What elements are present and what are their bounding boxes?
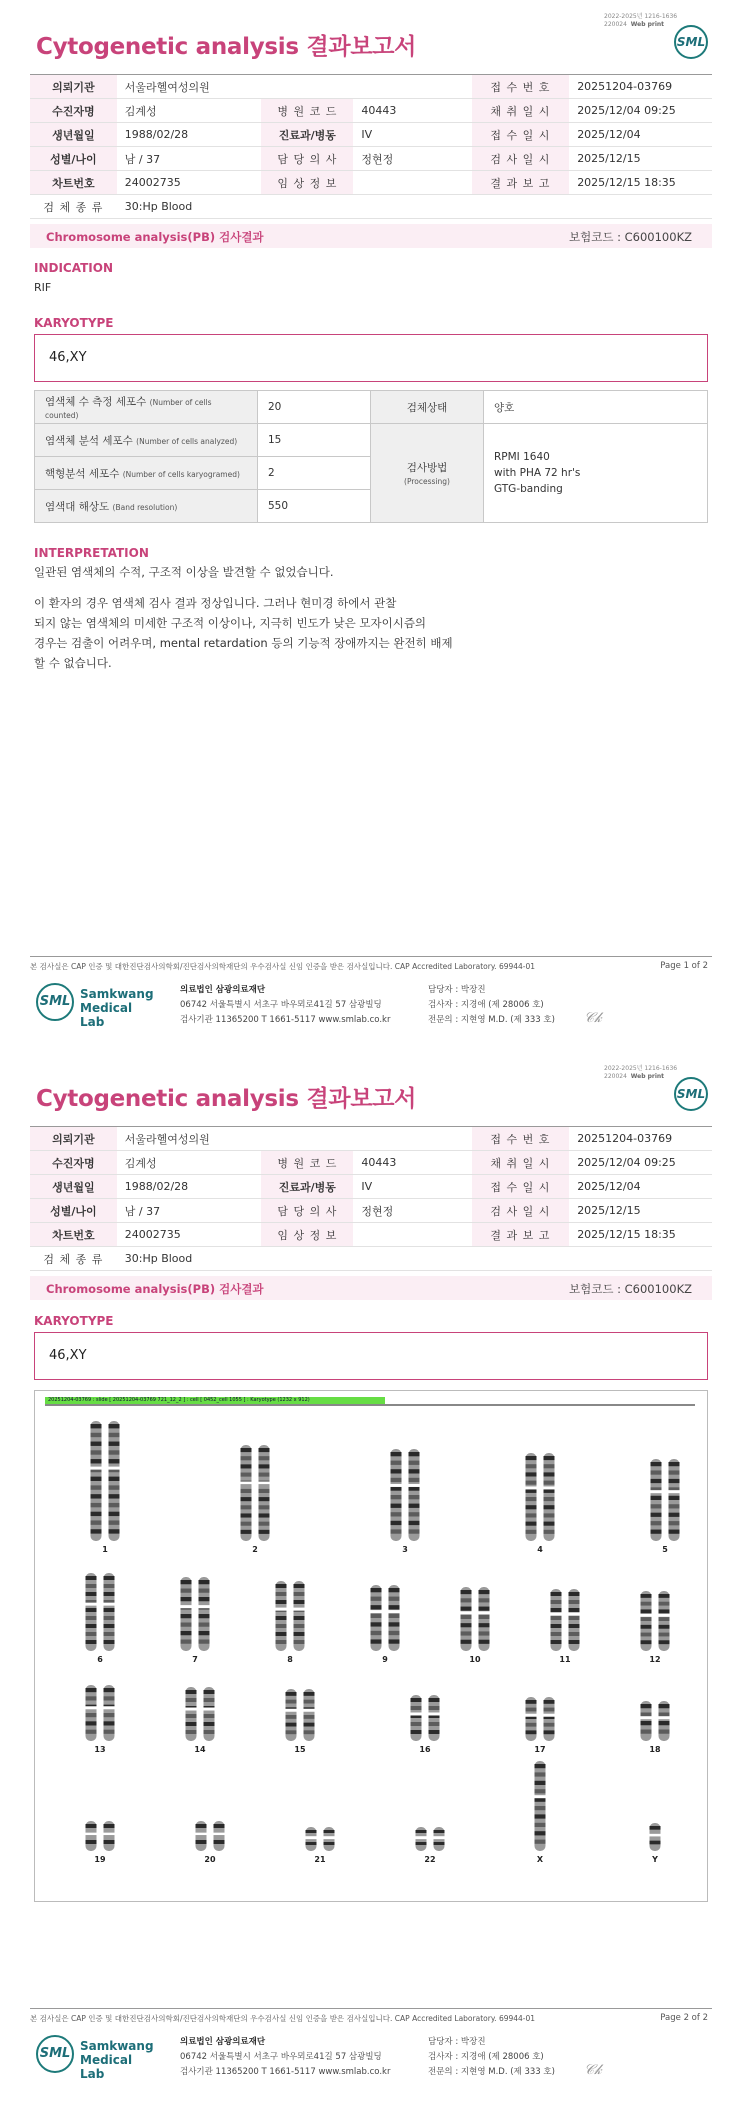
chromosome-label-14: 14 <box>194 1745 206 1754</box>
patient-info-table <box>30 74 712 219</box>
accreditation-note: 본 검사실은 CAP 인증 및 대한진단검사의학회/진단검사의학재단의 우수검사실 신임 인증을 받은 검사실입니다. CAP Accredited Laboratory. 69944-01 Page 1 of 2 <box>30 956 712 972</box>
dept-label: 진료과/병동 <box>261 1175 353 1199</box>
samkwang-logo: SML Samkwang Medical Lab <box>36 983 146 1023</box>
chromosome-13 <box>103 1685 116 1741</box>
chromosome-12 <box>640 1591 653 1651</box>
chromosome-1 <box>108 1421 121 1541</box>
result-label: 결 과 보 고 <box>472 1223 570 1247</box>
reg-no-value: 20251204-03769 <box>569 75 712 99</box>
chromosome-label-21: 21 <box>314 1855 326 1864</box>
specimen-label: 검 체 종 류 <box>30 1247 117 1271</box>
chromosome-label-Y: Y <box>652 1855 658 1864</box>
chromosome-label-4: 4 <box>537 1545 543 1554</box>
result-label: 결 과 보 고 <box>472 171 570 195</box>
client-label: 의뢰기관 <box>30 1127 117 1151</box>
collect-value: 2025/12/04 09:25 <box>569 99 712 123</box>
chromosome-19 <box>103 1821 116 1851</box>
chart-value: 24002735 <box>117 1223 262 1247</box>
section-title: Chromosome analysis(PB) 검사결과 <box>46 1282 264 1296</box>
page-number: Page 1 of 2 <box>660 961 708 971</box>
indication-value: RIF <box>34 281 52 294</box>
section-title: Chromosome analysis(PB) 검사결과 <box>46 230 264 244</box>
chromosome-label-15: 15 <box>294 1745 306 1754</box>
method-label: 검사방법 (Processing) <box>371 424 484 523</box>
dept-label: 진료과/병동 <box>261 123 353 147</box>
counted-label: 염색체 수 측정 세포수 (Number of cells counted) <box>35 391 258 424</box>
karyogram-chromosomes <box>35 1401 707 1901</box>
band-value: 550 <box>258 490 371 523</box>
chromosome-11 <box>568 1589 581 1651</box>
chromosome-label-X: X <box>536 1855 544 1864</box>
chart-label: 차트번호 <box>30 171 117 195</box>
tested-label: 검 사 일 시 <box>472 147 570 171</box>
chromosome-label-3: 3 <box>402 1545 408 1554</box>
chromosome-4 <box>543 1453 556 1541</box>
chromosome-5 <box>668 1459 681 1541</box>
band-label: 염색대 해상도 (Band resolution) <box>35 490 258 523</box>
chromosome-19 <box>85 1821 98 1851</box>
result-value: 2025/12/15 18:35 <box>569 171 712 195</box>
chromosome-21 <box>323 1827 336 1851</box>
sex-label: 성별/나이 <box>30 1199 117 1223</box>
counted-value: 20 <box>258 391 371 424</box>
chart-label: 차트번호 <box>30 1223 117 1247</box>
chromosome-5 <box>650 1459 663 1541</box>
specimen-value: 30:Hp Blood <box>117 195 712 219</box>
karyotype-box <box>34 334 708 382</box>
chromosome-21 <box>305 1827 318 1851</box>
specimen-state-value: 양호 <box>484 391 708 424</box>
print-note: 2022-2025년 1216-1636 220024 Web print <box>604 13 678 28</box>
accreditation-note: 본 검사실은 CAP 인증 및 대한진단검사의학회/진단검사의학재단의 우수검사실 신임 인증을 받은 검사실입니다. CAP Accredited Laboratory. 69944-01 Page 2 of 2 <box>30 2008 712 2024</box>
chromosome-label-16: 16 <box>419 1745 431 1754</box>
client-value: 서울라헬여성의원 <box>117 75 472 99</box>
dob-value: 1988/02/28 <box>117 1175 262 1199</box>
chromosome-2 <box>240 1445 253 1541</box>
lab-info: 의료법인 삼광의료재단 06742 서울특별시 서초구 바우뫼로41길 57 삼광빌딩 검사기관 11365200 T 1661-5117 www.smlab.co.kr <box>180 985 391 1025</box>
doctor-value: 정현정 <box>353 147 471 171</box>
hospital-code-value: 40443 <box>353 99 471 123</box>
patient-info-table <box>30 1126 712 1271</box>
chromosome-7 <box>198 1577 211 1651</box>
chromosome-label-1: 1 <box>102 1545 108 1554</box>
chromosome-8 <box>275 1581 288 1651</box>
karyotype-value: 46,XY <box>49 350 87 365</box>
chromosome-6 <box>103 1573 116 1651</box>
chromosome-17 <box>525 1697 538 1741</box>
chromosome-label-9: 9 <box>382 1655 388 1664</box>
dept-value: IV <box>353 1175 471 1199</box>
karyotype-heading: KARYOTYPE <box>34 1314 114 1328</box>
chromosome-20 <box>195 1821 208 1851</box>
patient-label: 수진자명 <box>30 1151 117 1175</box>
received-value: 2025/12/04 <box>569 1175 712 1199</box>
chromosome-22 <box>415 1827 428 1851</box>
dob-label: 생년월일 <box>30 123 117 147</box>
chromosome-label-11: 11 <box>559 1655 571 1664</box>
samkwang-logo: SML Samkwang Medical Lab <box>36 2035 146 2075</box>
chromosome-10 <box>478 1587 491 1651</box>
report-title: Cytogenetic analysis 결과보고서 <box>36 1086 417 1112</box>
chromosome-9 <box>370 1585 383 1651</box>
chromosome-label-10: 10 <box>469 1655 481 1664</box>
clinical-value <box>353 1223 471 1247</box>
tested-label: 검 사 일 시 <box>472 1199 570 1223</box>
result-value: 2025/12/15 18:35 <box>569 1223 712 1247</box>
karyotype-value: 46,XY <box>49 1348 87 1363</box>
chromosome-6 <box>85 1573 98 1651</box>
karyotype-heading: KARYOTYPE <box>34 316 114 330</box>
insurance-code: 보험코드 : C600100KZ <box>569 230 692 244</box>
client-value: 서울라헬여성의원 <box>117 1127 472 1151</box>
chromosome-1 <box>90 1421 103 1541</box>
chromosome-11 <box>550 1589 563 1651</box>
patient-value: 김계성 <box>117 1151 262 1175</box>
lab-info: 의료법인 삼광의료재단 06742 서울특별시 서초구 바우뫼로41길 57 삼광빌딩 검사기관 11365200 T 1661-5117 www.smlab.co.kr <box>180 2037 391 2077</box>
staff-info: 담당자 : 박장진 검사자 : 지경애 (제 28006 호) 전문의 : 지현영 M.D. (제 333 호) <box>428 985 555 1025</box>
clinical-label: 임 상 정 보 <box>261 1223 353 1247</box>
chromosome-12 <box>658 1591 671 1651</box>
section-bar <box>30 224 712 248</box>
signature: 𝒞𝓀 <box>584 1010 602 1026</box>
specimen-label: 검 체 종 류 <box>30 195 117 219</box>
insurance-code: 보험코드 : C600100KZ <box>569 1282 692 1296</box>
method-value: RPMI 1640 with PHA 72 hr's GTG-banding <box>484 424 708 523</box>
chromosome-17 <box>543 1697 556 1741</box>
hospital-code-label: 병 원 코 드 <box>261 1151 353 1175</box>
reg-no-value: 20251204-03769 <box>569 1127 712 1151</box>
doctor-value: 정현정 <box>353 1199 471 1223</box>
specimen-state-label: 검체상태 <box>371 391 484 424</box>
collect-value: 2025/12/04 09:25 <box>569 1151 712 1175</box>
sex-label: 성별/나이 <box>30 147 117 171</box>
chromosome-label-8: 8 <box>287 1655 293 1664</box>
chromosome-label-20: 20 <box>204 1855 216 1864</box>
chromosome-label-5: 5 <box>662 1545 668 1554</box>
chromosome-14 <box>185 1687 198 1741</box>
karyogramed-value: 2 <box>258 457 371 490</box>
chromosome-9 <box>388 1585 401 1651</box>
staff-info: 담당자 : 박장진 검사자 : 지경애 (제 28006 호) 전문의 : 지현영 M.D. (제 333 호) <box>428 2037 555 2077</box>
hospital-code-label: 병 원 코 드 <box>261 99 353 123</box>
cell-count-table <box>34 390 708 523</box>
chromosome-2 <box>258 1445 271 1541</box>
sml-logo: SML <box>674 25 708 59</box>
chromosome-label-7: 7 <box>192 1655 198 1664</box>
karyogram-image <box>34 1390 708 1902</box>
chromosome-18 <box>658 1701 671 1741</box>
hospital-code-value: 40443 <box>353 1151 471 1175</box>
chart-value: 24002735 <box>117 171 262 195</box>
indication-heading: INDICATION <box>34 261 113 275</box>
dob-label: 생년월일 <box>30 1175 117 1199</box>
collect-label: 채 취 일 시 <box>472 99 570 123</box>
dob-value: 1988/02/28 <box>117 123 262 147</box>
tested-value: 2025/12/15 <box>569 147 712 171</box>
chromosome-15 <box>285 1689 298 1741</box>
patient-value: 김계성 <box>117 99 262 123</box>
chromosome-Y <box>649 1823 662 1851</box>
analyzed-label: 염색체 분석 세포수 (Number of cells analyzed) <box>35 424 258 457</box>
collect-label: 채 취 일 시 <box>472 1151 570 1175</box>
chromosome-label-18: 18 <box>649 1745 661 1754</box>
clinical-value <box>353 171 471 195</box>
page-number: Page 2 of 2 <box>660 2013 708 2023</box>
reg-no-label: 접 수 번 호 <box>472 75 570 99</box>
analyzed-value: 15 <box>258 424 371 457</box>
chromosome-label-22: 22 <box>424 1855 436 1864</box>
received-value: 2025/12/04 <box>569 123 712 147</box>
reg-no-label: 접 수 번 호 <box>472 1127 570 1151</box>
doctor-label: 담 당 의 사 <box>261 1199 353 1223</box>
sml-logo: SML <box>674 1077 708 1111</box>
received-label: 접 수 일 시 <box>472 1175 570 1199</box>
dept-value: IV <box>353 123 471 147</box>
doctor-label: 담 당 의 사 <box>261 147 353 171</box>
chromosome-label-2: 2 <box>252 1545 258 1554</box>
chromosome-15 <box>303 1689 316 1741</box>
chromosome-label-19: 19 <box>94 1855 106 1864</box>
chromosome-3 <box>408 1449 421 1541</box>
chromosome-3 <box>390 1449 403 1541</box>
interpretation-text: 일관된 염색체의 수적, 구조적 이상을 발견할 수 없었습니다. 이 환자의 경우 염색체 검사 결과 정상입니다. 그러나 현미경 하에서 관찰 되지 않는 염색체의 미세한 구조적 이상이나, 지극히 빈도가 낮은 모자이시즘의 경우는 검출이 어려우며, mental retardation 등의 기능적 장애까지는 완전히 배제 할 수 없습니다. <box>34 565 453 670</box>
signature: 𝒞𝓀 <box>584 2062 602 2078</box>
chromosome-22 <box>433 1827 446 1851</box>
karyotype-box <box>34 1332 708 1380</box>
karyogram-info-bar: 20251204-03769 : slide [ 20251204-03769 721_12_2 ] : cell [ 0452_cell 1055 ] : Karyotype (1232 x 912) <box>45 1397 695 1406</box>
chromosome-label-6: 6 <box>97 1655 103 1664</box>
chromosome-13 <box>85 1685 98 1741</box>
tested-value: 2025/12/15 <box>569 1199 712 1223</box>
chromosome-16 <box>410 1695 423 1741</box>
interpretation-heading: INTERPRETATION <box>34 546 149 560</box>
chromosome-label-12: 12 <box>649 1655 661 1664</box>
chromosome-X <box>534 1761 547 1851</box>
chromosome-14 <box>203 1687 216 1741</box>
chromosome-label-13: 13 <box>94 1745 106 1754</box>
print-note: 2022-2025년 1216-1636 220024 Web print <box>604 1065 678 1080</box>
chromosome-label-17: 17 <box>534 1745 546 1754</box>
sex-value: 남 / 37 <box>117 147 262 171</box>
karyogramed-label: 핵형분석 세포수 (Number of cells karyogramed) <box>35 457 258 490</box>
report-title: Cytogenetic analysis 결과보고서 <box>36 34 417 60</box>
chromosome-18 <box>640 1701 653 1741</box>
section-bar <box>30 1276 712 1300</box>
chromosome-8 <box>293 1581 306 1651</box>
chromosome-10 <box>460 1587 473 1651</box>
received-label: 접 수 일 시 <box>472 123 570 147</box>
specimen-value: 30:Hp Blood <box>117 1247 712 1271</box>
client-label: 의뢰기관 <box>30 75 117 99</box>
clinical-label: 임 상 정 보 <box>261 171 353 195</box>
patient-label: 수진자명 <box>30 99 117 123</box>
chromosome-20 <box>213 1821 226 1851</box>
chromosome-7 <box>180 1577 193 1651</box>
sex-value: 남 / 37 <box>117 1199 262 1223</box>
chromosome-16 <box>428 1695 441 1741</box>
chromosome-4 <box>525 1453 538 1541</box>
